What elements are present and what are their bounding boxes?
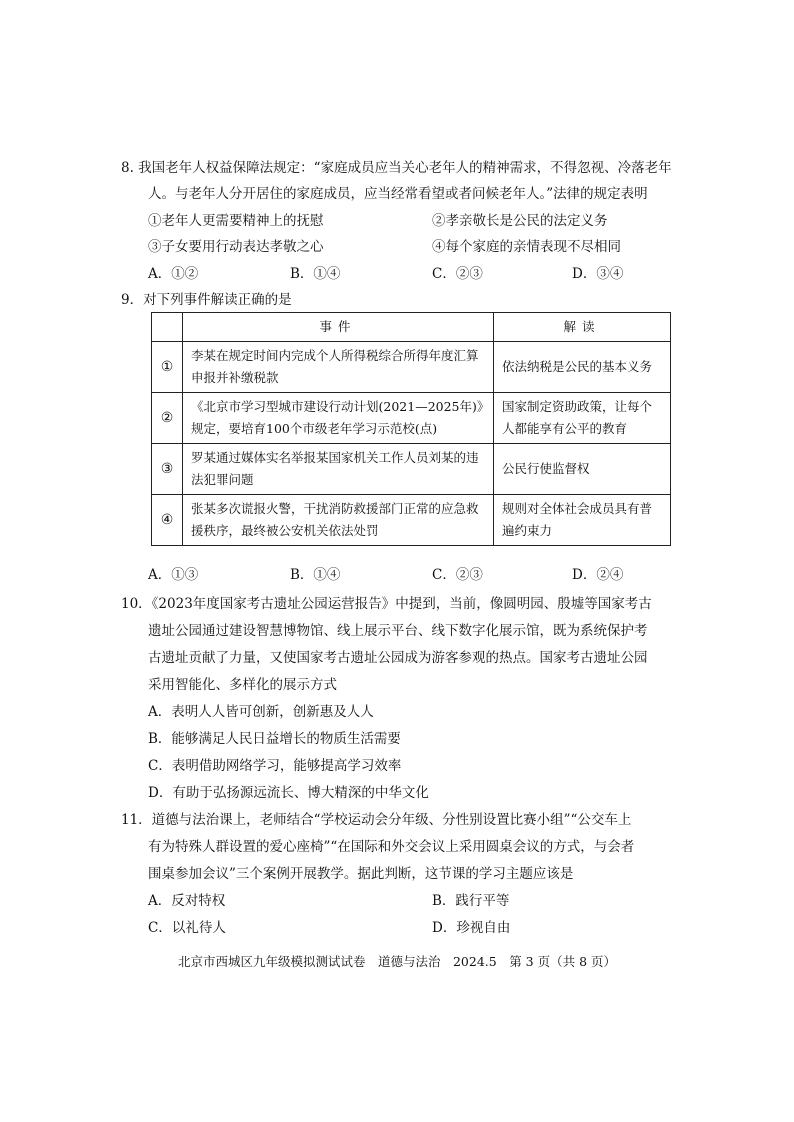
q8-statement-4: ④每个家庭的亲情表现不尽相同 bbox=[432, 239, 621, 255]
q8-stem-line2: 人。与老年人分开居住的家庭成员，应当经常看望或者问候老年人。”法律的规定表明 bbox=[148, 186, 648, 202]
q10-stem-line3: 古遗址贡献了力量，又使国家考古遗址公园成为游客参观的热点。国家考古遗址公园 bbox=[148, 650, 648, 666]
table-row bbox=[152, 444, 671, 495]
row-number: ④ bbox=[152, 495, 183, 546]
event-cell: 罗某通过媒体实名举报某国家机关工作人员刘某的违法犯罪问题 bbox=[183, 444, 494, 495]
table-row bbox=[152, 495, 671, 546]
q11-stem-line1: 11．道德与法治课上，老师结合“学校运动会分年级、分性别设置比赛小组”“公交车上 bbox=[121, 812, 632, 828]
interpretation-cell: 依法纳税是公民的基本义务 bbox=[494, 342, 671, 393]
header-event: 事件 bbox=[183, 313, 494, 342]
q11-option-c[interactable]: C．以礼待人 bbox=[148, 920, 226, 936]
q8-statement-1: ①老年人更需要精神上的抚慰 bbox=[148, 213, 324, 229]
interpretation-cell: 国家制定资助政策，让每个人都能享有公平的教育 bbox=[494, 393, 671, 444]
q10-option-d[interactable]: D．有助于弘扬源远流长、博大精深的中华文化 bbox=[148, 785, 429, 801]
header-interpretation: 解读 bbox=[494, 313, 671, 342]
events-table bbox=[151, 312, 671, 546]
table-row bbox=[152, 342, 671, 393]
q8-stem-line1: 8. 我国老年人权益保障法规定：“家庭成员应当关心老年人的精神需求，不得忽视、冷落老年 bbox=[121, 160, 672, 176]
q9-option-d[interactable]: D．②④ bbox=[572, 567, 624, 583]
header-num bbox=[152, 313, 183, 342]
event-cell: 《北京市学习型城市建设行动计划(2021—2025年)》规定，要培育100个市级老年学习示范校(点) bbox=[183, 393, 494, 444]
event-cell: 李某在规定时间内完成个人所得税综合所得年度汇算申报并补缴税款 bbox=[183, 342, 494, 393]
q9-option-b[interactable]: B．①④ bbox=[290, 567, 341, 583]
q8-option-d[interactable]: D．③④ bbox=[572, 266, 624, 282]
q9-stem: 9．对下列事件解读正确的是 bbox=[121, 292, 292, 308]
q8-option-c[interactable]: C．②③ bbox=[432, 266, 483, 282]
q10-option-a[interactable]: A．表明人人皆可创新，创新惠及人人 bbox=[148, 704, 374, 720]
q10-stem-line2: 遗址公园通过建设智慧博物馆、线上展示平台、线下数字化展示馆，既为系统保护考 bbox=[148, 623, 648, 639]
q11-option-b[interactable]: B．践行平等 bbox=[432, 893, 510, 909]
q8-statement-2: ②孝亲敬长是公民的法定义务 bbox=[432, 213, 608, 229]
q10-option-c[interactable]: C．表明借助网络学习，能够提高学习效率 bbox=[148, 758, 402, 774]
q11-stem-line2: 有为特殊人群设置的爱心座椅”“在国际和外交会议上采用圆桌会议的方式，与会者 bbox=[148, 839, 635, 855]
q9-option-a[interactable]: A．①③ bbox=[148, 567, 199, 583]
interpretation-cell: 公民行使监督权 bbox=[494, 444, 671, 495]
row-number: ② bbox=[152, 393, 183, 444]
q8-option-a[interactable]: A．①② bbox=[148, 266, 199, 282]
q8-statement-3: ③子女要用行动表达孝敬之心 bbox=[148, 239, 324, 255]
q10-stem-line4: 采用智能化、多样化的展示方式 bbox=[148, 677, 337, 693]
table-row bbox=[152, 393, 671, 444]
interpretation-cell: 规则对全体社会成员具有普遍约束力 bbox=[494, 495, 671, 546]
q8-option-b[interactable]: B．①④ bbox=[290, 266, 341, 282]
row-number: ③ bbox=[152, 444, 183, 495]
q11-option-a[interactable]: A．反对特权 bbox=[148, 893, 226, 909]
q9-option-c[interactable]: C．②③ bbox=[432, 567, 483, 583]
table-header-row bbox=[152, 313, 671, 342]
row-number: ① bbox=[152, 342, 183, 393]
q10-option-b[interactable]: B．能够满足人民日益增长的物质生活需要 bbox=[148, 731, 401, 747]
q11-option-d[interactable]: D．珍视自由 bbox=[432, 920, 511, 936]
page-footer: 北京市西城区九年级模拟测试试卷 道德与法治 2024.5 第 3 页（共 8 页） bbox=[177, 954, 617, 969]
event-cell: 张某多次谎报火警，干扰消防救援部门正常的应急救援秩序，最终被公安机关依法处罚 bbox=[183, 495, 494, 546]
q10-stem-line1: 10．《2023年度国家考古遗址公园运营报告》中提到，当前，像圆明园、殷墟等国家考古 bbox=[121, 596, 652, 612]
q11-stem-line3: 围桌参加会议”三个案例开展教学。据此判断，这节课的学习主题应该是 bbox=[148, 866, 574, 882]
